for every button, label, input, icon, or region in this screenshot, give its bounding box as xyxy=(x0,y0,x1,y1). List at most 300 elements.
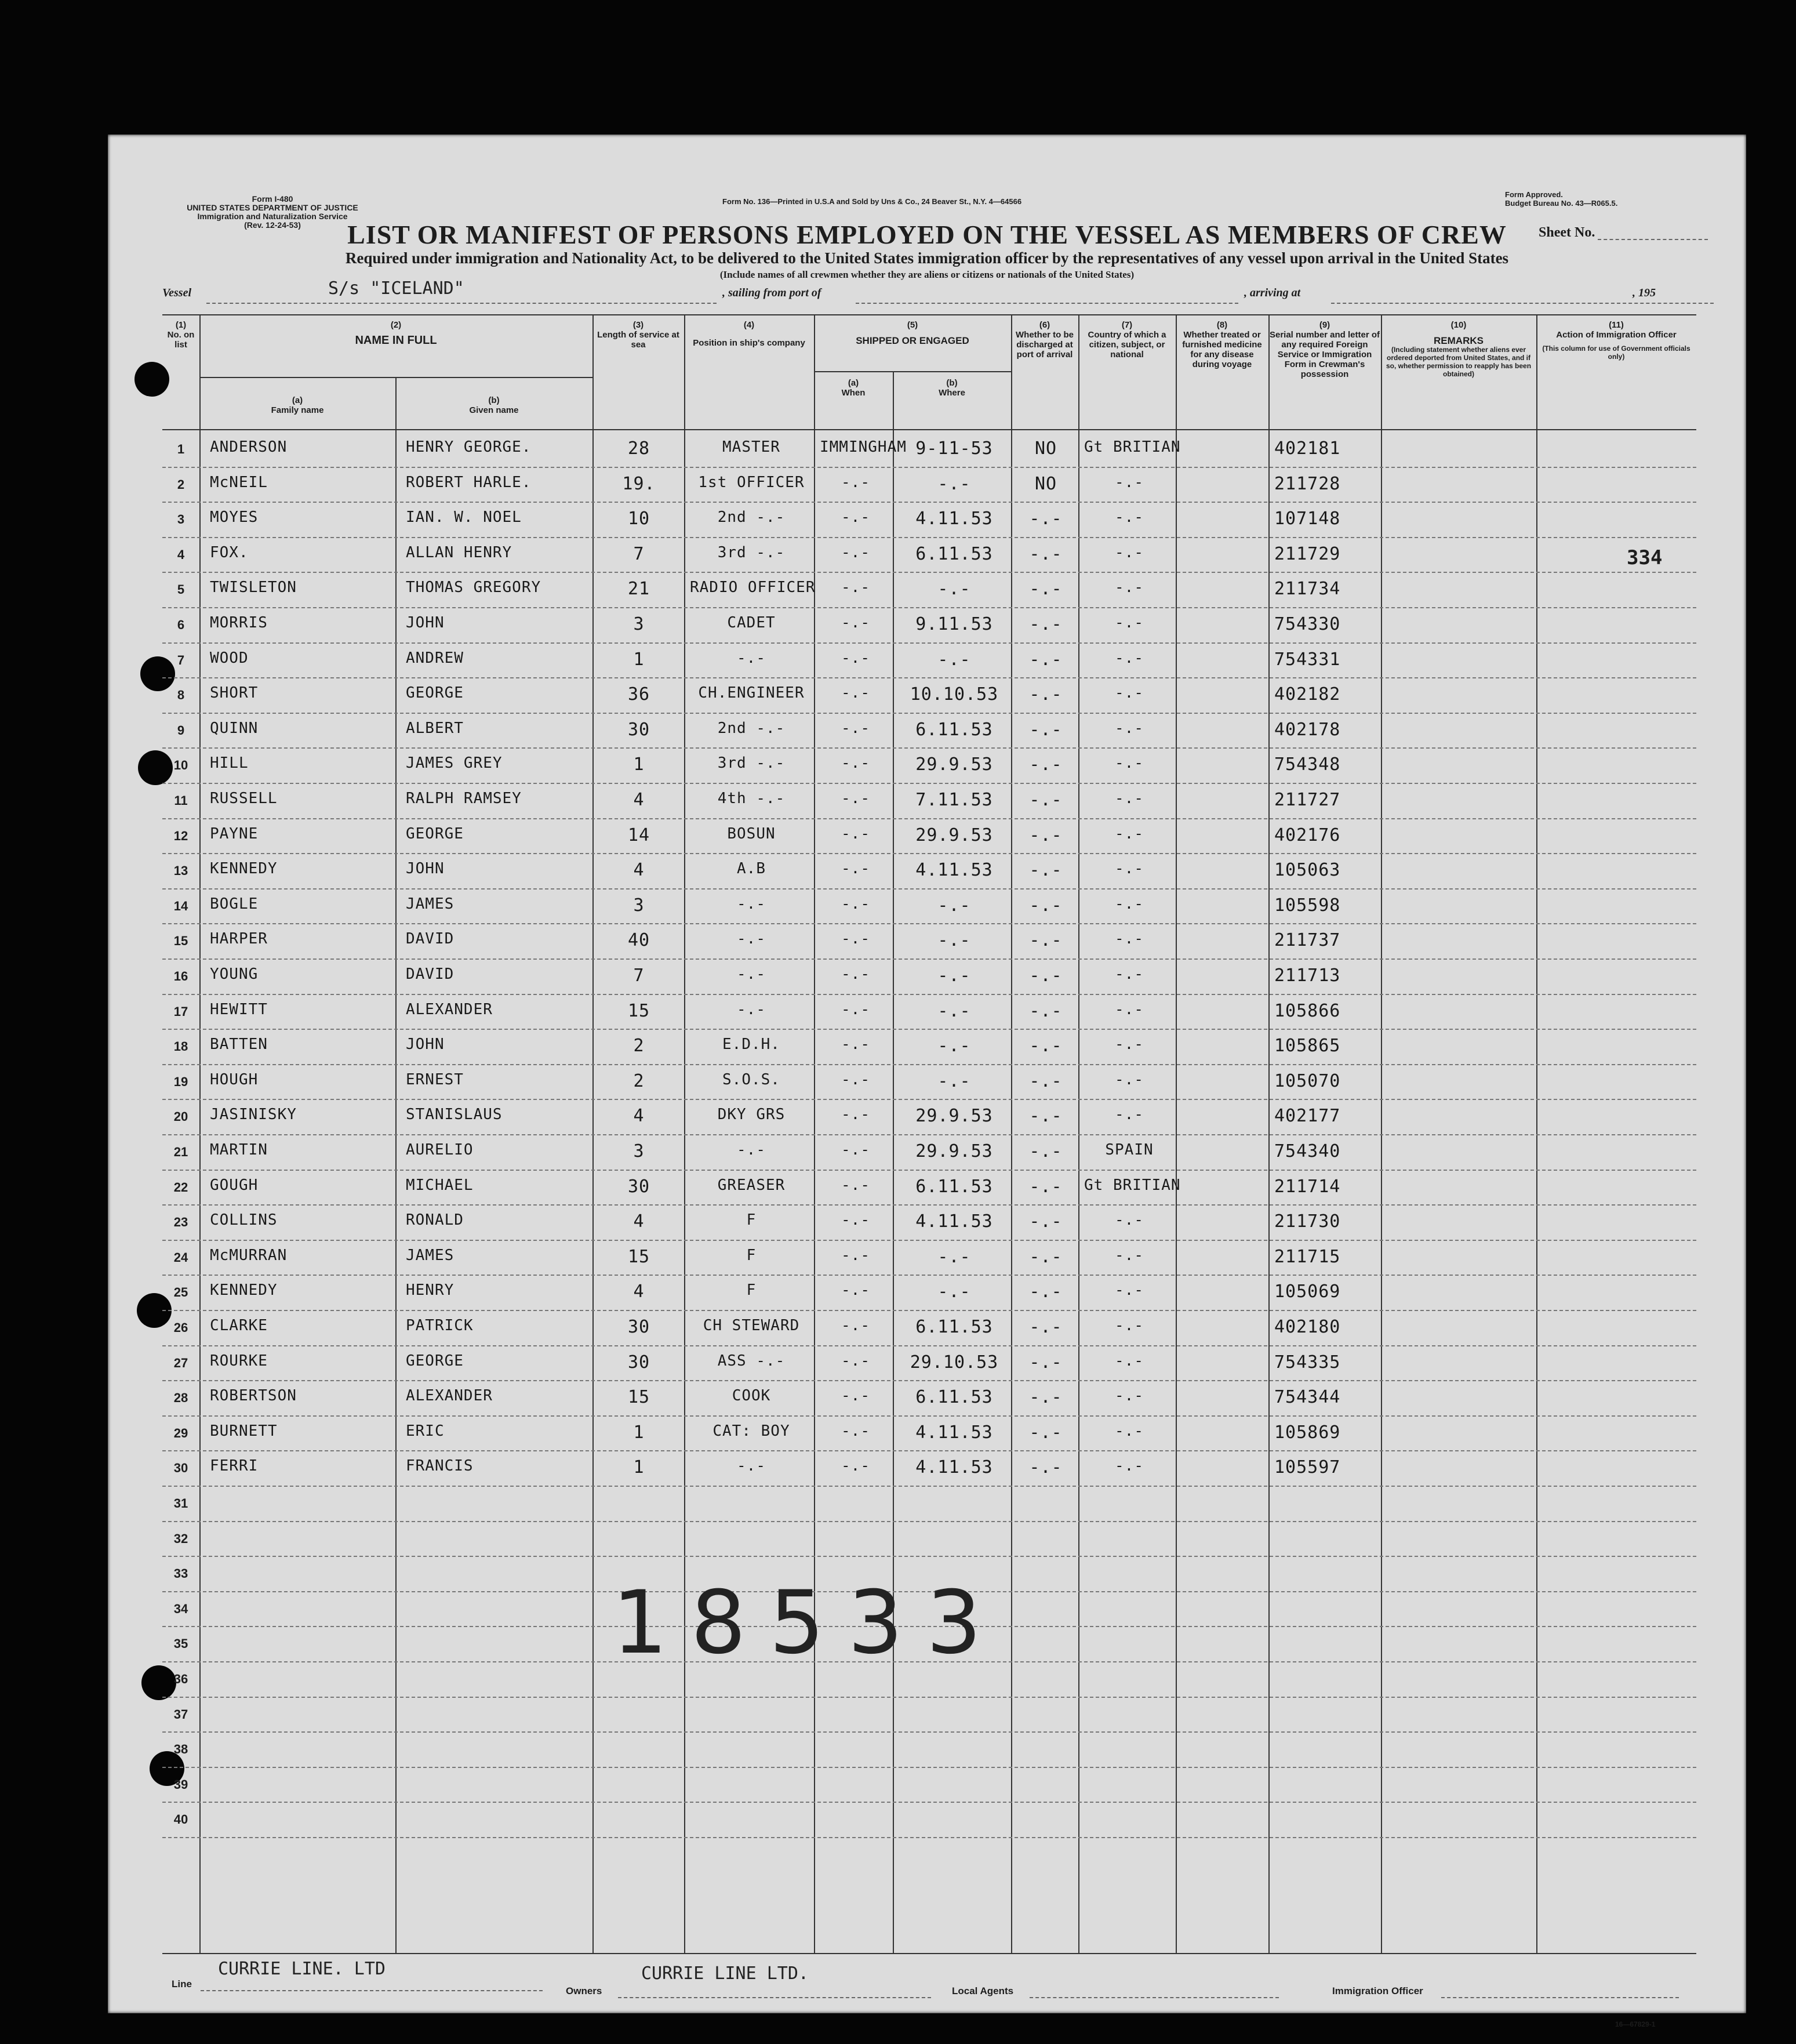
cell-where: 6.11.53 xyxy=(915,719,993,740)
row-number: 31 xyxy=(173,1496,188,1511)
page-title: LIST OR MANIFEST OF PERSONS EMPLOYED ON THE VESSEL AS MEMBERS OF CREW xyxy=(347,220,1507,249)
cell-given: RONALD xyxy=(406,1211,464,1229)
cell-given: GEORGE xyxy=(406,825,464,843)
row-number: 25 xyxy=(173,1285,188,1300)
cell-length: 10 xyxy=(627,509,650,529)
cell-family: CLARKE xyxy=(210,1317,268,1334)
cell-given: FRANCIS xyxy=(406,1457,474,1475)
cell-serial: 211714 xyxy=(1274,1176,1341,1197)
table-row xyxy=(162,431,1696,468)
table-row xyxy=(162,853,1696,890)
cell-position: -.- xyxy=(737,649,766,667)
cell-family: FOX. xyxy=(210,543,249,561)
cell-length: 4 xyxy=(633,860,645,881)
cell-given: DAVID xyxy=(406,930,455,948)
cell-country: -.- xyxy=(1115,543,1144,561)
cell-where: 4.11.53 xyxy=(915,860,993,881)
cell-given: ERNEST xyxy=(406,1070,464,1088)
row-number: 20 xyxy=(173,1109,188,1124)
cell-discharged: -.- xyxy=(1029,509,1063,529)
cell-family: MORRIS xyxy=(210,614,268,631)
cell-where: 29.9.53 xyxy=(915,754,993,775)
cell-family: MARTIN xyxy=(210,1141,268,1159)
cell-position: F xyxy=(746,1211,757,1229)
cell-where: -.- xyxy=(937,473,971,494)
col-remarks-header: (10) REMARKS (Including statement whether aliens ever ordered deported from United States, and if so, whether permission to reapply has been obtained) xyxy=(1386,320,1532,378)
col-treated-header: (8) Whether treated or furnished medicine for any disease during voyage xyxy=(1182,320,1262,369)
cell-given: JAMES GREY xyxy=(406,754,503,772)
cell-given: ALEXANDER xyxy=(406,1387,493,1405)
row-number: 23 xyxy=(173,1215,188,1230)
form-agency-block: Form I-480 UNITED STATES DEPARTMENT OF JUSTICE Immigration and Naturalization Service (Rev. 12-24-53) xyxy=(187,194,358,230)
line-label: Line xyxy=(172,1978,192,1989)
cell-when: -.- xyxy=(841,825,870,843)
cell-length: 3 xyxy=(633,1141,645,1161)
cell-position: -.- xyxy=(737,1457,766,1475)
cell-position: COOK xyxy=(732,1387,771,1405)
cell-discharged: -.- xyxy=(1029,1000,1063,1021)
cell-position: 3rd -.- xyxy=(717,543,786,561)
cell-family: SHORT xyxy=(210,684,259,702)
cell-length: 40 xyxy=(627,930,650,951)
cell-when: -.- xyxy=(841,1176,870,1194)
cell-serial: 211737 xyxy=(1274,930,1341,951)
cell-serial: 105869 xyxy=(1274,1422,1341,1443)
cell-when: -.- xyxy=(841,719,870,737)
cell-where: -.- xyxy=(937,1000,971,1021)
row-number: 2 xyxy=(177,477,185,492)
cell-country: -.- xyxy=(1115,1211,1144,1229)
cell-serial: 105597 xyxy=(1274,1457,1341,1478)
table-row xyxy=(162,1486,1696,1522)
cell-when: -.- xyxy=(841,965,870,983)
cell-length: 15 xyxy=(627,1000,650,1021)
cell-serial: 754340 xyxy=(1274,1141,1341,1161)
cell-discharged: -.- xyxy=(1029,1281,1063,1302)
cell-where: 29.9.53 xyxy=(915,1141,993,1161)
cell-discharged: -.- xyxy=(1029,1141,1063,1161)
cell-serial: 402180 xyxy=(1274,1317,1341,1337)
cell-when: -.- xyxy=(841,1246,870,1264)
cell-family: HOUGH xyxy=(210,1070,259,1088)
cell-serial: 754344 xyxy=(1274,1387,1341,1408)
table-row xyxy=(162,923,1696,960)
table-row xyxy=(162,1521,1696,1557)
cell-given: AURELIO xyxy=(406,1141,474,1159)
table-row xyxy=(162,1380,1696,1417)
cell-country: Gt BRITIAN xyxy=(1084,1176,1181,1194)
cell-discharged: -.- xyxy=(1029,614,1063,634)
cell-given: ALEXANDER xyxy=(406,1000,493,1018)
cell-where: -.- xyxy=(937,965,971,986)
col-action-header: (11) Action of Immigration Officer (This column for use of Government officials only) xyxy=(1542,320,1690,361)
cell-family: ROBERTSON xyxy=(210,1387,297,1405)
cell-serial: 105070 xyxy=(1274,1070,1341,1091)
cell-discharged: -.- xyxy=(1029,543,1063,564)
cell-length: 28 xyxy=(627,438,650,459)
cell-given: GEORGE xyxy=(406,1352,464,1370)
cell-length: 7 xyxy=(633,543,645,564)
cell-family: MOYES xyxy=(210,509,259,527)
table-row xyxy=(162,642,1696,679)
row-number: 30 xyxy=(173,1461,188,1476)
table-row xyxy=(162,783,1696,819)
cell-where: 4.11.53 xyxy=(915,509,993,529)
cell-length: 21 xyxy=(627,579,650,600)
cell-length: 1 xyxy=(633,649,645,670)
cell-discharged: -.- xyxy=(1029,1211,1063,1232)
cell-length: 30 xyxy=(627,1176,650,1197)
row-number: 10 xyxy=(173,758,188,773)
row-number: 24 xyxy=(173,1250,188,1265)
cell-discharged: -.- xyxy=(1029,1422,1063,1443)
table-row xyxy=(162,713,1696,749)
cell-length: 3 xyxy=(633,614,645,634)
immigration-officer-label: Immigration Officer xyxy=(1332,1985,1423,1996)
cell-where: -.- xyxy=(937,930,971,951)
row-number: 16 xyxy=(173,969,188,983)
cell-country: -.- xyxy=(1115,649,1144,667)
cell-position: E.D.H. xyxy=(722,1036,780,1054)
cell-where: 4.11.53 xyxy=(915,1457,993,1478)
cell-serial: 402176 xyxy=(1274,825,1341,845)
cell-when: -.- xyxy=(841,754,870,772)
cell-family: COLLINS xyxy=(210,1211,278,1229)
cell-when: -.- xyxy=(841,860,870,878)
cell-serial: 105865 xyxy=(1274,1036,1341,1057)
col-no-header: (1) No. on list xyxy=(167,320,195,350)
cell-family: WOOD xyxy=(210,649,249,667)
cell-family: HILL xyxy=(210,754,249,772)
cell-discharged: -.- xyxy=(1029,860,1063,881)
cell-length: 30 xyxy=(627,1352,650,1373)
cell-discharged: -.- xyxy=(1029,649,1063,670)
cell-length: 30 xyxy=(627,1317,650,1337)
requirement-text: Required under immigration and Nationality Act, to be delivered to the United States immigration officer by the representatives of any vessel upon arrival in the United States xyxy=(345,249,1509,267)
cell-family: HARPER xyxy=(210,930,268,948)
cell-family: KENNEDY xyxy=(210,860,278,878)
row-number: 36 xyxy=(173,1672,188,1686)
col-given-header: (b) Given name xyxy=(469,395,519,415)
table-row xyxy=(162,1415,1696,1452)
cell-family: McNEIL xyxy=(210,473,268,491)
table-row xyxy=(162,502,1696,538)
cell-discharged: -.- xyxy=(1029,579,1063,600)
cell-given: JAMES xyxy=(406,895,455,913)
printer-note: Form No. 136—Printed in U.S.A and Sold by Uns & Co., 24 Beaver St., N.Y. 4—64566 xyxy=(722,197,1022,206)
cell-given: JAMES xyxy=(406,1246,455,1264)
table-row xyxy=(162,818,1696,855)
cell-discharged: -.- xyxy=(1029,895,1063,916)
cell-discharged: -.- xyxy=(1029,1387,1063,1408)
handwritten-file-number: 18533 xyxy=(612,1573,1005,1673)
cell-serial: 211734 xyxy=(1274,579,1341,600)
cell-when: -.- xyxy=(841,1070,870,1088)
cell-serial: 754330 xyxy=(1274,614,1341,634)
cell-position: DKY GRS xyxy=(717,1106,786,1124)
table-row xyxy=(162,1204,1696,1241)
cell-given: ROBERT HARLE. xyxy=(406,473,532,491)
cell-position: RADIO OFFICER xyxy=(690,579,816,597)
table-row xyxy=(162,1240,1696,1276)
row-number: 40 xyxy=(173,1812,188,1827)
col-where-header: (b) Where xyxy=(939,378,965,398)
cell-when: -.- xyxy=(841,790,870,807)
cell-position: CH STEWARD xyxy=(703,1317,800,1334)
cell-family: TWISLETON xyxy=(210,579,297,597)
cell-where: -.- xyxy=(937,649,971,670)
cell-country: -.- xyxy=(1115,1352,1144,1370)
cell-discharged: -.- xyxy=(1029,1457,1063,1478)
row-number: 37 xyxy=(173,1707,188,1722)
cell-country: -.- xyxy=(1115,1000,1144,1018)
cell-discharged: -.- xyxy=(1029,1317,1063,1337)
cell-discharged: -.- xyxy=(1029,1106,1063,1127)
cell-discharged: -.- xyxy=(1029,1070,1063,1091)
cell-when: IMMINGHAM xyxy=(820,438,907,456)
cell-length: 1 xyxy=(633,1422,645,1443)
table-row xyxy=(162,959,1696,995)
row-number: 8 xyxy=(177,688,185,703)
sheet-no-label: Sheet No. xyxy=(1539,225,1595,240)
row-number: 27 xyxy=(173,1355,188,1370)
cell-when: -.- xyxy=(841,1387,870,1405)
row-number: 34 xyxy=(173,1601,188,1616)
cell-family: HEWITT xyxy=(210,1000,268,1018)
col-name-header: (2) NAME IN FULL xyxy=(355,320,437,347)
cell-where: 7.11.53 xyxy=(915,790,993,810)
row-number: 19 xyxy=(173,1074,188,1089)
cell-discharged: -.- xyxy=(1029,719,1063,740)
cell-discharged: -.- xyxy=(1029,930,1063,951)
table-row xyxy=(162,1134,1696,1171)
cell-position: A.B xyxy=(737,860,766,878)
cell-where: 6.11.53 xyxy=(915,1387,993,1408)
cell-family: ROURKE xyxy=(210,1352,268,1370)
cell-family: PAYNE xyxy=(210,825,259,843)
cell-when: -.- xyxy=(841,579,870,597)
table-row xyxy=(162,537,1696,573)
margin-number: 334 xyxy=(1627,546,1663,569)
cell-length: 15 xyxy=(627,1246,650,1267)
cell-family: FERRI xyxy=(210,1457,259,1475)
table-row xyxy=(162,888,1696,925)
cell-serial: 402178 xyxy=(1274,719,1341,740)
col-country-header: (7) Country of which a citizen, subject, or national xyxy=(1088,320,1166,360)
cell-position: S.O.S. xyxy=(722,1070,780,1088)
cell-when: -.- xyxy=(841,473,870,491)
cell-serial: 211729 xyxy=(1274,543,1341,564)
form-approved: Form Approved. Budget Bureau No. 43—R065.5. xyxy=(1505,190,1618,208)
cell-when: -.- xyxy=(841,1106,870,1124)
row-number: 32 xyxy=(173,1531,188,1546)
cell-discharged: -.- xyxy=(1029,790,1063,810)
cell-discharged: -.- xyxy=(1029,1246,1063,1267)
row-number: 11 xyxy=(174,793,188,808)
cell-when: -.- xyxy=(841,1422,870,1440)
row-number: 15 xyxy=(173,934,188,949)
cell-country: -.- xyxy=(1115,1281,1144,1299)
cell-serial: 211715 xyxy=(1274,1246,1341,1267)
row-number: 4 xyxy=(177,547,185,562)
cell-country: -.- xyxy=(1115,930,1144,948)
cell-given: RALPH RAMSEY xyxy=(406,790,522,807)
cell-serial: 105063 xyxy=(1274,860,1341,881)
cell-when: -.- xyxy=(841,1281,870,1299)
cell-country: -.- xyxy=(1115,579,1144,597)
cell-length: 2 xyxy=(633,1070,645,1091)
row-number: 39 xyxy=(173,1777,188,1792)
cell-family: YOUNG xyxy=(210,965,259,983)
cell-position: 2nd -.- xyxy=(717,509,786,527)
table-row xyxy=(162,1731,1696,1768)
cell-serial: 105598 xyxy=(1274,895,1341,916)
cell-given: HENRY xyxy=(406,1281,455,1299)
cell-length: 3 xyxy=(633,895,645,916)
cell-family: QUINN xyxy=(210,719,259,737)
row-number: 22 xyxy=(173,1179,188,1195)
table-row xyxy=(162,1767,1696,1803)
cell-where: -.- xyxy=(937,1281,971,1302)
cell-country: -.- xyxy=(1115,1422,1144,1440)
manifest-sheet xyxy=(108,135,1746,2028)
arriving-label: , arriving at xyxy=(1244,286,1301,299)
cell-when: -.- xyxy=(841,1211,870,1229)
cell-given: JOHN xyxy=(406,860,445,878)
cell-position: CAT: BOY xyxy=(712,1422,790,1440)
cell-family: BATTEN xyxy=(210,1036,268,1054)
row-number: 18 xyxy=(173,1039,188,1054)
cell-family: KENNEDY xyxy=(210,1281,278,1299)
row-number: 3 xyxy=(177,512,185,527)
cell-when: -.- xyxy=(841,509,870,527)
row-number: 5 xyxy=(177,582,185,597)
cell-given: STANISLAUS xyxy=(406,1106,503,1124)
cell-when: -.- xyxy=(841,1457,870,1475)
cell-given: THOMAS GREGORY xyxy=(406,579,541,597)
col-discharged-header: (6) Whether to be discharged at port of arrival xyxy=(1016,320,1074,360)
row-number: 9 xyxy=(177,723,185,738)
cell-where: 29.9.53 xyxy=(915,1106,993,1127)
cell-country: SPAIN xyxy=(1105,1141,1154,1159)
cell-family: ANDERSON xyxy=(210,438,288,456)
cell-position: -.- xyxy=(737,1000,766,1018)
year-label: , 195 xyxy=(1633,286,1656,299)
cell-serial: 107148 xyxy=(1274,509,1341,529)
cell-given: ALBERT xyxy=(406,719,464,737)
cell-given: ANDREW xyxy=(406,649,464,667)
cell-country: -.- xyxy=(1115,509,1144,527)
cell-position: F xyxy=(746,1246,757,1264)
cell-serial: 105866 xyxy=(1274,1000,1341,1021)
cell-given: ALLAN HENRY xyxy=(406,543,512,561)
cell-serial: 402177 xyxy=(1274,1106,1341,1127)
cell-where: -.- xyxy=(937,1036,971,1057)
row-number: 28 xyxy=(173,1390,188,1406)
cell-when: -.- xyxy=(841,1036,870,1054)
table-row xyxy=(162,1697,1696,1733)
cell-when: -.- xyxy=(841,930,870,948)
cell-country: -.- xyxy=(1115,1387,1144,1405)
cell-when: -.- xyxy=(841,1000,870,1018)
cell-where: 4.11.53 xyxy=(915,1422,993,1443)
cell-country: -.- xyxy=(1115,790,1144,807)
row-number: 35 xyxy=(173,1636,188,1651)
cell-serial: 211728 xyxy=(1274,473,1341,494)
cell-given: ERIC xyxy=(406,1422,445,1440)
cell-length: 1 xyxy=(633,1457,645,1478)
cell-where: -.- xyxy=(937,1246,971,1267)
cell-position: 1st OFFICER xyxy=(698,473,805,491)
cell-position: 2nd -.- xyxy=(717,719,786,737)
table-row xyxy=(162,1099,1696,1135)
cell-length: 36 xyxy=(627,684,650,705)
cell-position: BOSUN xyxy=(727,825,776,843)
cell-where: 6.11.53 xyxy=(915,1317,993,1337)
cell-position: CADET xyxy=(727,614,776,631)
cell-when: -.- xyxy=(841,1352,870,1370)
cell-country: -.- xyxy=(1115,1106,1144,1124)
col-when-header: (a) When xyxy=(841,378,866,398)
cell-discharged: -.- xyxy=(1029,1176,1063,1197)
cell-position: -.- xyxy=(737,930,766,948)
cell-where: 29.9.53 xyxy=(915,825,993,845)
table-row xyxy=(162,747,1696,784)
cell-family: McMURRAN xyxy=(210,1246,288,1264)
cell-where: 4.11.53 xyxy=(915,1211,993,1232)
cell-country: -.- xyxy=(1115,719,1144,737)
cell-where: 9-11-53 xyxy=(915,438,993,459)
col-length-header: (3) Length of service at sea xyxy=(597,320,679,350)
cell-position: -.- xyxy=(737,1141,766,1159)
cell-serial: 754335 xyxy=(1274,1352,1341,1373)
table-row xyxy=(162,1802,1696,1838)
row-number: 13 xyxy=(173,863,188,878)
cell-when: -.- xyxy=(841,649,870,667)
cell-where: -.- xyxy=(937,579,971,600)
cell-length: 4 xyxy=(633,790,645,810)
cell-where: 9.11.53 xyxy=(915,614,993,634)
cell-discharged: -.- xyxy=(1029,825,1063,845)
cell-country: -.- xyxy=(1115,614,1144,631)
cell-discharged: -.- xyxy=(1029,1352,1063,1373)
col-serial-header: (9) Serial number and letter of any required Foreign Service or Immigration Form in Crewman's possession xyxy=(1269,320,1380,379)
cell-given: HENRY GEORGE. xyxy=(406,438,532,456)
table-row xyxy=(162,1345,1696,1382)
row-number: 29 xyxy=(173,1425,188,1440)
cell-family: GOUGH xyxy=(210,1176,259,1194)
cell-when: -.- xyxy=(841,614,870,631)
cell-given: JOHN xyxy=(406,614,445,631)
print-code: 16—67829-1 xyxy=(1615,2020,1656,2028)
table-row xyxy=(162,1275,1696,1311)
cell-length: 30 xyxy=(627,719,650,740)
table-row xyxy=(162,467,1696,503)
cell-country: -.- xyxy=(1115,1246,1144,1264)
cell-where: 10.10.53 xyxy=(910,684,999,705)
cell-country: Gt BRITIAN xyxy=(1084,438,1181,456)
cell-when: -.- xyxy=(841,543,870,561)
table-row xyxy=(162,572,1696,608)
cell-position: MASTER xyxy=(722,438,780,456)
cell-position: -.- xyxy=(737,895,766,913)
row-number: 21 xyxy=(173,1145,188,1159)
cell-serial: 754348 xyxy=(1274,754,1341,775)
cell-serial: 211713 xyxy=(1274,965,1341,986)
cell-discharged: NO xyxy=(1034,473,1057,494)
cell-position: GREASER xyxy=(717,1176,786,1194)
table-row xyxy=(162,1064,1696,1101)
